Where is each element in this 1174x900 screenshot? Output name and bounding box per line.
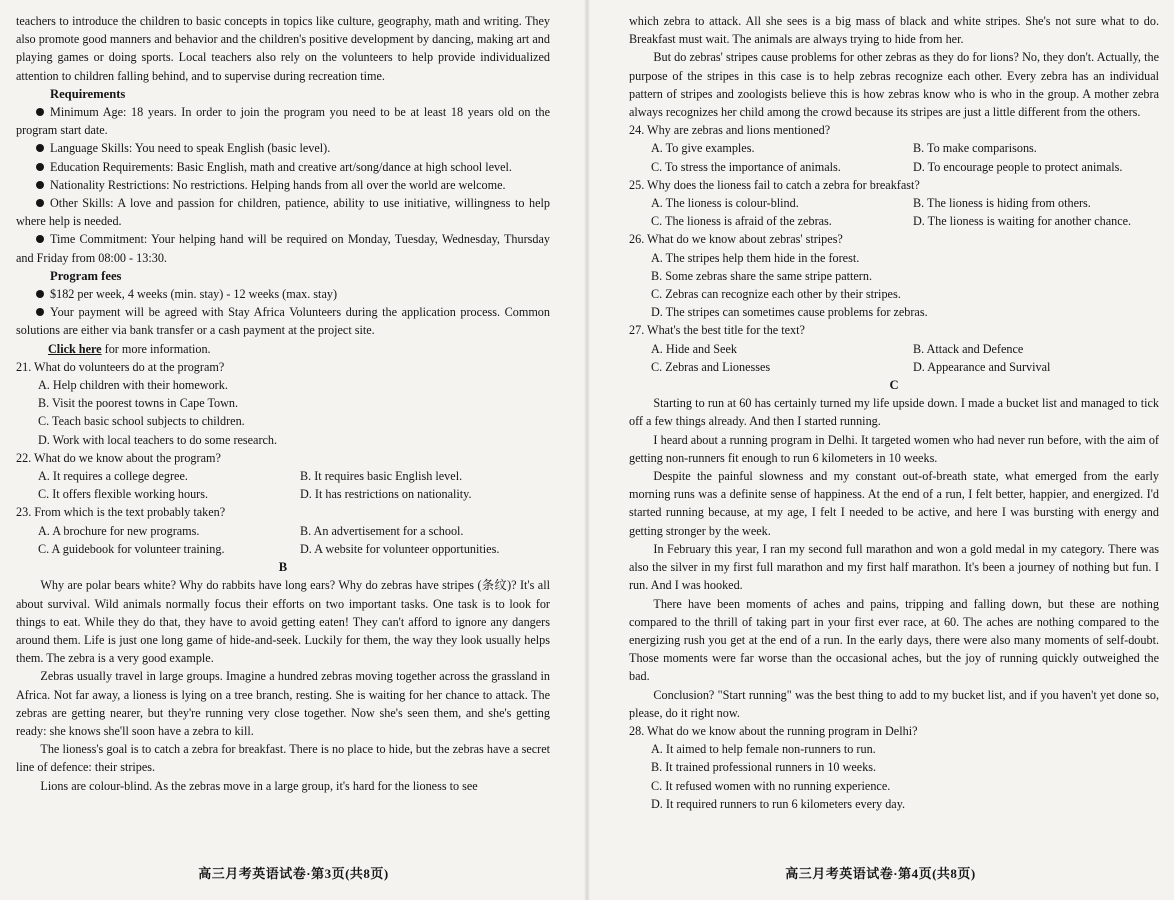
option: A. The stripes help them hide in the forest.	[651, 250, 860, 265]
passage-c-paragraph: There have been moments of aches and pains, tripping and falling down, but these are nothing compared to the thrill of taking part in your first ever race, at 60. The aches are nothing compared to the energizing rush you get at the end of a run. In the early days, there were also many moments of self-doubt. Those moments were far worse than the occasional aches, but the joy of running quickly outweighed the bad.	[629, 596, 1159, 684]
right-column	[629, 12, 1159, 813]
passage-c-paragraph: In February this year, I ran my second full marathon and won a gold medal in my category. There was also the silver in my first full marathon and my first half marathon. It's been a journey of nothing but fun. I run. And I was hooked.	[629, 541, 1159, 593]
bullet-icon	[36, 199, 44, 207]
bullet-icon	[36, 163, 44, 171]
bullet-icon	[36, 235, 44, 243]
passage-c-paragraph: Despite the painful slowness and my constant out-of-breath state, what emerged from the early morning runs was a definite sense of happiness. At the end of a run, I felt better, happier, and energized. I'd started running because, at my age, I felt I needed to be active, and here I was bursting with energy and getting stronger by the week.	[629, 469, 1159, 538]
bullet-icon	[36, 108, 44, 116]
bullet-icon	[36, 290, 44, 298]
passage-b-paragraph: The lioness's goal is to catch a zebra for breakfast. There is no place to hide, but the zebras have a secret line of defence: their stripes.	[16, 742, 550, 775]
question-stem: 23. From which is the text probably taken?	[16, 505, 226, 520]
fee-item: Your payment will be agreed with Stay Africa Volunteers during the application process. Common solutions are either via bank transfer or a cash payment at the project site.	[16, 305, 550, 338]
option: C. It refused women with no running experience.	[651, 778, 891, 793]
bullet-icon	[36, 181, 44, 189]
passage-c-paragraph: Conclusion? "Start running" was the best thing to add to my bucket list, and if you haven't yet done so, please, do it right now.	[629, 687, 1159, 720]
options	[16, 467, 550, 503]
question-stem: 22. What do we know about the program?	[16, 450, 221, 465]
fees-heading: Program fees	[50, 268, 122, 283]
option: C. To stress the importance of animals.	[651, 159, 841, 174]
requirement-item: Education Requirements: Basic English, math and creative art/song/dance at high school level.	[16, 158, 550, 176]
requirement-item: Minimum Age: 18 years. In order to join the program you need to be at least 18 years old on the program start date.	[16, 105, 550, 138]
question-25	[629, 176, 1159, 231]
page-footer: 高三月考英语试卷·第3页(共8页)	[198, 866, 389, 881]
option: C. A guidebook for volunteer training.	[38, 541, 225, 556]
fee-item: $182 per week, 4 weeks (min. stay) - 12 weeks (max. stay)	[16, 285, 550, 303]
option: A. To give examples.	[651, 141, 755, 156]
option: D. To encourage people to protect animals.	[913, 159, 1123, 174]
question-28	[629, 722, 1159, 813]
options	[629, 194, 1159, 230]
passage-b-paragraph: which zebra to attack. All she sees is a big mass of black and white stripes. She's not sure what to do. Breakfast must wait. The animals are always trying to hide from her.	[629, 14, 1159, 47]
question-stem: 21. What do volunteers do at the program?	[16, 359, 225, 374]
more-info-text: for more information.	[101, 341, 211, 356]
section-b-heading: B	[278, 560, 288, 575]
left-column	[16, 12, 550, 795]
option: B. The lioness is hiding from others.	[913, 196, 1091, 211]
requirement-item: Language Skills: You need to speak English (basic level).	[16, 139, 550, 157]
option: B. Some zebras share the same stripe pattern.	[651, 268, 872, 283]
more-info-line	[48, 340, 550, 358]
fees-list	[16, 285, 550, 340]
options	[629, 249, 1159, 322]
passage-c-paragraph: I heard about a running program in Delhi. It targeted women who had never run before, with the aim of getting non-runners fit enough to run 6 kilometers in 10 weeks.	[629, 432, 1159, 465]
option: A. Hide and Seek	[651, 341, 737, 356]
option: A. A brochure for new programs.	[38, 523, 200, 538]
option: B. To make comparisons.	[913, 141, 1037, 156]
page-footer: 高三月考英语试卷·第4页(共8页)	[785, 866, 976, 881]
question-stem: 25. Why does the lioness fail to catch a zebra for breakfast?	[629, 177, 920, 192]
question-27	[629, 321, 1159, 376]
option: D. A website for volunteer opportunities.	[300, 541, 500, 556]
passage-b-paragraph: Zebras usually travel in large groups. Imagine a hundred zebras moving together across the grassland in Africa. Not far away, a lioness is lying on a tree branch, resting. She is waiting for her chance to attack. The zebras are getting nearer, but they're running very close together. Now she's seen them, and she's getting ready: she knows she'll soon have a zebra to kill.	[16, 669, 550, 738]
passage-b-paragraph: But do zebras' stripes cause problems for other zebras as they do for lions? No, they don't. Actually, the purpose of the stripes in this case is to help zebras recognize each other. Every zebra has an individual pattern of stripes and zoologists believe this is how zebras know who is who in the group. A mother zebra always recognizes her child among the crowd because its stripes are just a little different from the others.	[629, 50, 1159, 120]
question-stem: 26. What do we know about zebras' stripes?	[629, 232, 843, 247]
question-21	[16, 358, 550, 449]
option: B. It trained professional runners in 10 weeks.	[651, 760, 877, 775]
option: B. It requires basic English level.	[300, 469, 463, 484]
options	[629, 340, 1159, 376]
option: D. Appearance and Survival	[913, 359, 1051, 374]
option: C. The lioness is afraid of the zebras.	[651, 214, 832, 229]
page-4	[587, 0, 1174, 900]
option: C. Zebras can recognize each other by their stripes.	[651, 287, 901, 302]
requirement-item: Time Commitment: Your helping hand will be required on Monday, Tuesday, Wednesday, Thursday and Friday from 08:00 - 13:30.	[16, 232, 550, 265]
option: D. The stripes can sometimes cause problems for zebras.	[651, 305, 928, 320]
option: D. The lioness is waiting for another chance.	[913, 214, 1132, 229]
question-stem: 28. What do we know about the running program in Delhi?	[629, 723, 918, 738]
requirements-list	[16, 103, 550, 267]
question-22	[16, 449, 550, 504]
question-24	[629, 121, 1159, 176]
option: A. It requires a college degree.	[38, 469, 188, 484]
option: A. Help children with their homework.	[38, 378, 228, 393]
option: B. Visit the poorest towns in Cape Town.	[38, 396, 239, 411]
passage-b-paragraph: Lions are colour-blind. As the zebras move in a large group, it's hard for the lioness to see	[40, 778, 478, 793]
requirement-item: Nationality Restrictions: No restrictions. Helping hands from all over the world are welcome.	[16, 176, 550, 194]
option: B. An advertisement for a school.	[300, 523, 464, 538]
options	[16, 522, 550, 558]
options	[629, 139, 1159, 175]
option: A. The lioness is colour-blind.	[651, 196, 799, 211]
option: D. It has restrictions on nationality.	[300, 487, 472, 502]
option: C. Teach basic school subjects to children.	[38, 414, 245, 429]
option: A. It aimed to help female non-runners to run.	[651, 742, 876, 757]
option: C. Zebras and Lionesses	[651, 359, 771, 374]
intro-paragraph: teachers to introduce the children to basic concepts in topics like culture, geography, math and writing. They also promote good manners and behavior and the children's positive development by dancing, making art and playing games or doing sports. Local teachers also rely on the volunteers to help provide individualized attention to children falling behind, and to supervise during recreation time.	[16, 14, 550, 83]
requirement-item: Other Skills: A love and passion for children, patience, ability to use initiative, willingness to help where help is needed.	[16, 196, 550, 229]
passage-b-paragraph: Why are polar bears white? Why do rabbits have long ears? Why do zebras have stripes (条纹)? It's all about survival. Wild animals normally focus their efforts on two important tasks. One task is to look for things to eat. While they do that, they have to avoid getting eaten! They can't afford to ignore any dangers around them. Life is just one long game of hide-and-seek. Luckily for them, the way they look usually helps them. The zebra is a very good example.	[16, 578, 550, 666]
question-26	[629, 230, 1159, 321]
requirements-heading: Requirements	[50, 86, 126, 101]
question-23	[16, 503, 550, 558]
options	[629, 740, 1159, 813]
question-stem: 27. What's the best title for the text?	[629, 323, 805, 338]
section-c-heading: C	[889, 378, 899, 393]
option: D. Work with local teachers to do some research.	[38, 432, 278, 447]
click-here-link[interactable]: Click here	[48, 341, 102, 356]
option: B. Attack and Defence	[913, 341, 1024, 356]
bullet-icon	[36, 308, 44, 316]
option: D. It required runners to run 6 kilometers every day.	[651, 796, 906, 811]
passage-c-paragraph: Starting to run at 60 has certainly turned my life upside down. I made a bucket list and managed to tick off a few things already. And then I started running.	[629, 396, 1159, 429]
bullet-icon	[36, 144, 44, 152]
option: C. It offers flexible working hours.	[38, 487, 209, 502]
question-stem: 24. Why are zebras and lions mentioned?	[629, 123, 831, 138]
options	[16, 376, 550, 449]
